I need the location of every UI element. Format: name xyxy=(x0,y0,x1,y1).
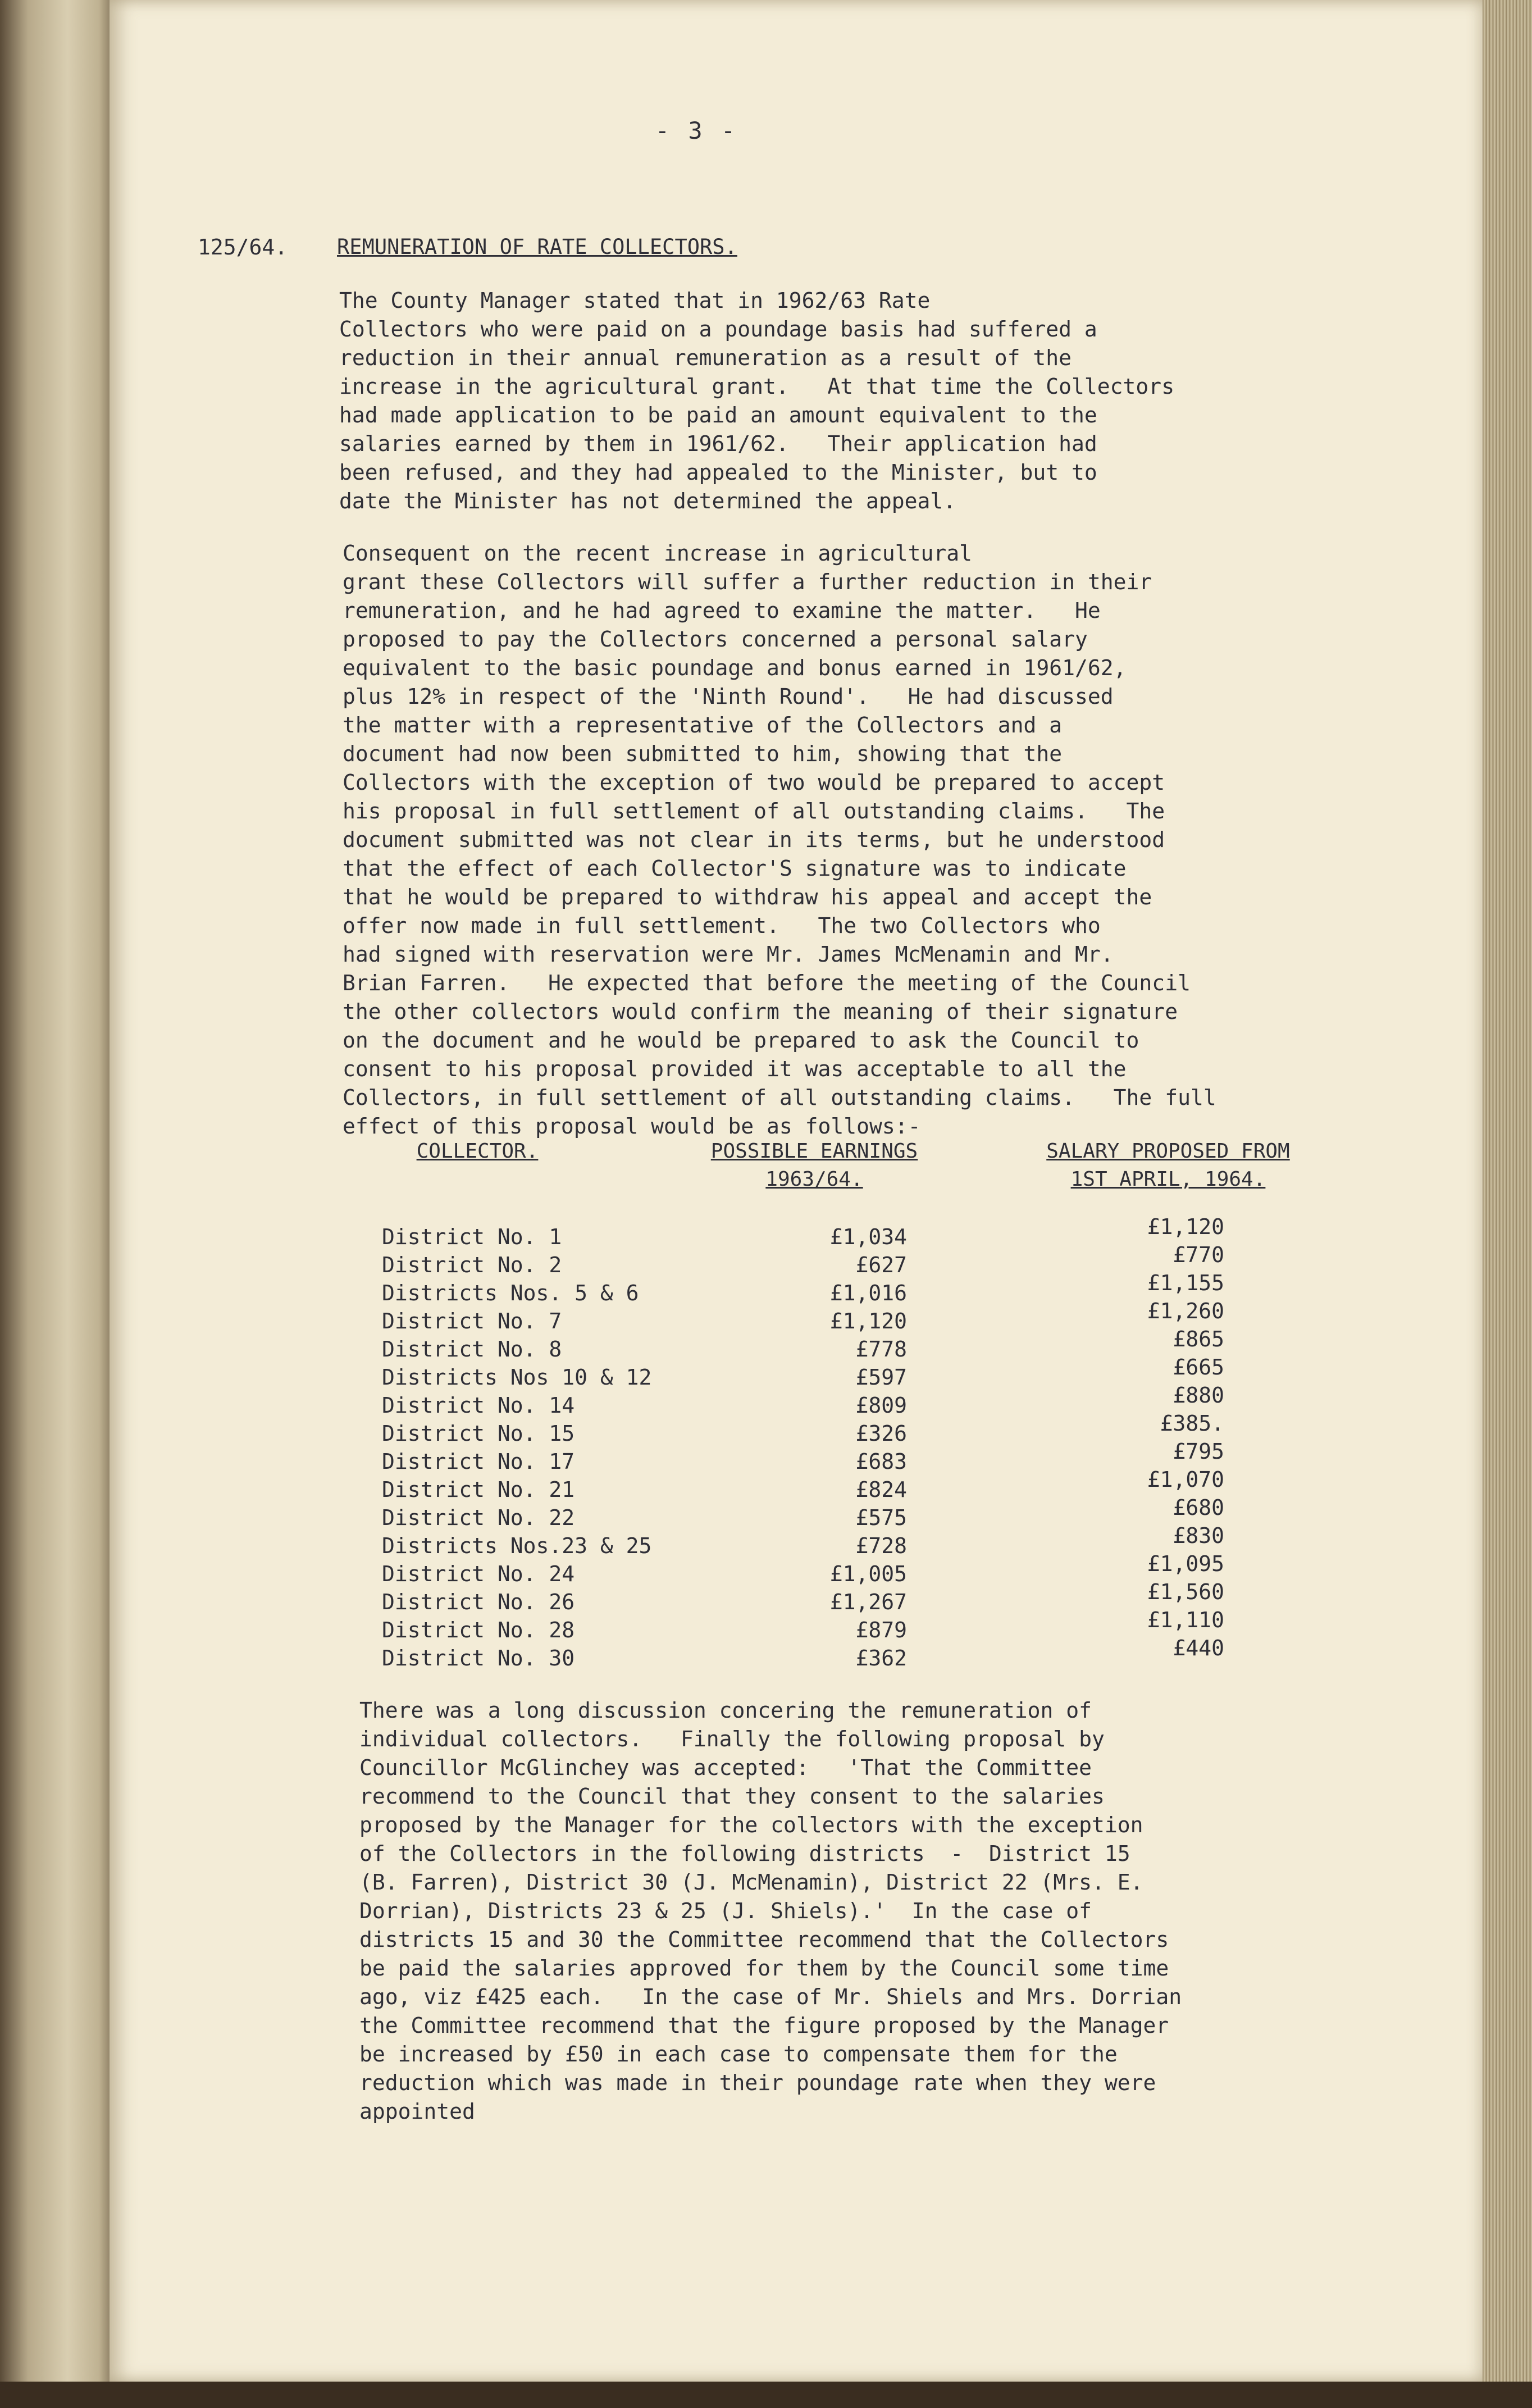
salary-cell: £880 xyxy=(1173,1383,1224,1408)
salary-table xyxy=(359,1137,1370,1677)
district-cell: District No. 7 xyxy=(382,1309,562,1333)
district-cell: District No. 28 xyxy=(382,1618,575,1642)
binding-bottom xyxy=(0,2382,1532,2408)
salary-cell: £680 xyxy=(1173,1495,1224,1520)
earnings-cell: £1,005 xyxy=(829,1562,907,1586)
section-heading: REMUNERATION OF RATE COLLECTORS. xyxy=(337,235,737,259)
salary-cell: £440 xyxy=(1173,1636,1224,1660)
salary-cell: £1,095 xyxy=(1147,1551,1224,1576)
district-cell: District No. 1 xyxy=(382,1225,562,1249)
salary-cell: £1,110 xyxy=(1147,1608,1224,1632)
earnings-cell: £1,016 xyxy=(829,1281,907,1305)
salary-cell: £1,260 xyxy=(1147,1299,1224,1323)
district-cell: District No. 24 xyxy=(382,1562,575,1586)
district-cell: District No. 26 xyxy=(382,1590,575,1614)
salary-cell: £1,560 xyxy=(1147,1579,1224,1604)
earnings-cell: £597 xyxy=(855,1365,907,1390)
earnings-cell: £824 xyxy=(855,1477,907,1502)
salary-cell: £385. xyxy=(1160,1411,1224,1436)
salary-cell: £1,120 xyxy=(1147,1214,1224,1239)
salary-cell: £770 xyxy=(1173,1242,1224,1267)
table-row xyxy=(359,1636,1370,1674)
column-header-salary: SALARY PROPOSED FROM 1ST APRIL, 1964. xyxy=(1046,1140,1290,1191)
district-cell: District No. 22 xyxy=(382,1505,575,1530)
earnings-cell: £879 xyxy=(855,1618,907,1642)
district-cell: Districts Nos. 5 & 6 xyxy=(382,1281,639,1305)
paragraph-3: There was a long discussion concering the remuneration of individual collectors. Finally the following proposal by Councillor McGlinchey was accepted: 'That the Committee recommend to the Council that they consent to the salaries proposed by the Manager for the collectors with the exception of the Collectors in the following districts - District 15 (B. Farren), District 30 (J. McMenamin), District 22 (Mrs. E. Dorrian), Districts 23 & 25 (J. Shiels).' In the case of districts 15 and 30 the Committee recommend that the Collectors be paid the salaries approved for them by the Council some time ago, viz £425 each. In the case of Mr. Shiels and Mrs. Dorrian the Committee recommend that the figure proposed by the Manager be increased by £50 in each case to compensate them for the reduction which was made in their poundage rate when they were appointed xyxy=(359,1698,1182,2124)
district-cell: District No. 17 xyxy=(382,1449,575,1474)
salary-cell: £665 xyxy=(1173,1355,1224,1380)
salary-cell: £1,070 xyxy=(1147,1467,1224,1492)
earnings-cell: £728 xyxy=(855,1533,907,1558)
minute-reference: 125/64. xyxy=(198,235,288,260)
paragraph-1: The County Manager stated that in 1962/63 Rate Collectors who were paid on a poundage basis had suffered a reduction in their annual remuneration as a result of the increase in the agricultural grant. At that time the Collectors had made application to be paid an amount equivalent to the salaries earned by them in 1961/62. Their application had been refused, and they had appealed to the Minister, but to date the Minister has not determined the appeal. xyxy=(339,288,1175,513)
earnings-cell: £809 xyxy=(855,1393,907,1418)
earnings-cell: £627 xyxy=(855,1253,907,1277)
earnings-cell: £326 xyxy=(855,1421,907,1446)
earnings-cell: £1,120 xyxy=(829,1309,907,1333)
salary-cell: £795 xyxy=(1173,1439,1224,1464)
paragraph-2: Consequent on the recent increase in agricultural grant these Collectors will suffer a further reduction in their remuneration, and he had agreed to examine the matter. He proposed to pay the Collectors concerned a personal salary equivalent to the basic poundage and bonus earned in 1961/62, plus 12% in respect of the 'Ninth Round'. He had discussed the matter with a representative of the Collectors and a document had now been submitted to him, showing that the Collectors with the exception of two would be prepared to accept his proposal in full settlement of all outstanding claims. The document submitted was not clear in its terms, but he understood that the effect of each Collector'S signature was to indicate that he would be prepared to withdraw his appeal and accept the offer now made in full settlement. The two Collectors who had signed with reservation were Mr. James McMenamin and Mr. Brian Farren. He expected that before the meeting of the Council the other collectors would confirm the meaning of their signature on the document and he would be prepared to ask the Council to consent to his proposal provided it was acceptable to all the Collectors, in full settlement of all outstanding claims. The full effect of this proposal would be as follows:- xyxy=(343,541,1216,1139)
earnings-cell: £1,267 xyxy=(829,1590,907,1614)
district-cell: Districts Nos.23 & 25 xyxy=(382,1533,652,1558)
earnings-cell: £1,034 xyxy=(829,1225,907,1249)
earnings-cell: £362 xyxy=(855,1646,907,1670)
salary-cell: £830 xyxy=(1173,1523,1224,1548)
earnings-cell: £778 xyxy=(855,1337,907,1362)
page-number: - 3 - xyxy=(655,117,738,144)
salary-cell: £1,155 xyxy=(1147,1271,1224,1295)
district-cell: District No. 30 xyxy=(382,1646,575,1670)
district-cell: District No. 15 xyxy=(382,1421,575,1446)
adjacent-page-edge xyxy=(0,0,112,2408)
column-header-collector: COLLECTOR. xyxy=(416,1140,539,1163)
district-cell: Districts Nos 10 & 12 xyxy=(382,1365,652,1390)
earnings-cell: £683 xyxy=(855,1449,907,1474)
district-cell: District No. 8 xyxy=(382,1337,562,1362)
district-cell: District No. 2 xyxy=(382,1253,562,1277)
district-cell: District No. 21 xyxy=(382,1477,575,1502)
column-header-earnings: POSSIBLE EARNINGS 1963/64. xyxy=(710,1140,918,1191)
district-cell: District No. 14 xyxy=(382,1393,575,1418)
stacked-page-edges xyxy=(1483,0,1532,2408)
salary-cell: £865 xyxy=(1173,1327,1224,1351)
earnings-cell: £575 xyxy=(855,1505,907,1530)
